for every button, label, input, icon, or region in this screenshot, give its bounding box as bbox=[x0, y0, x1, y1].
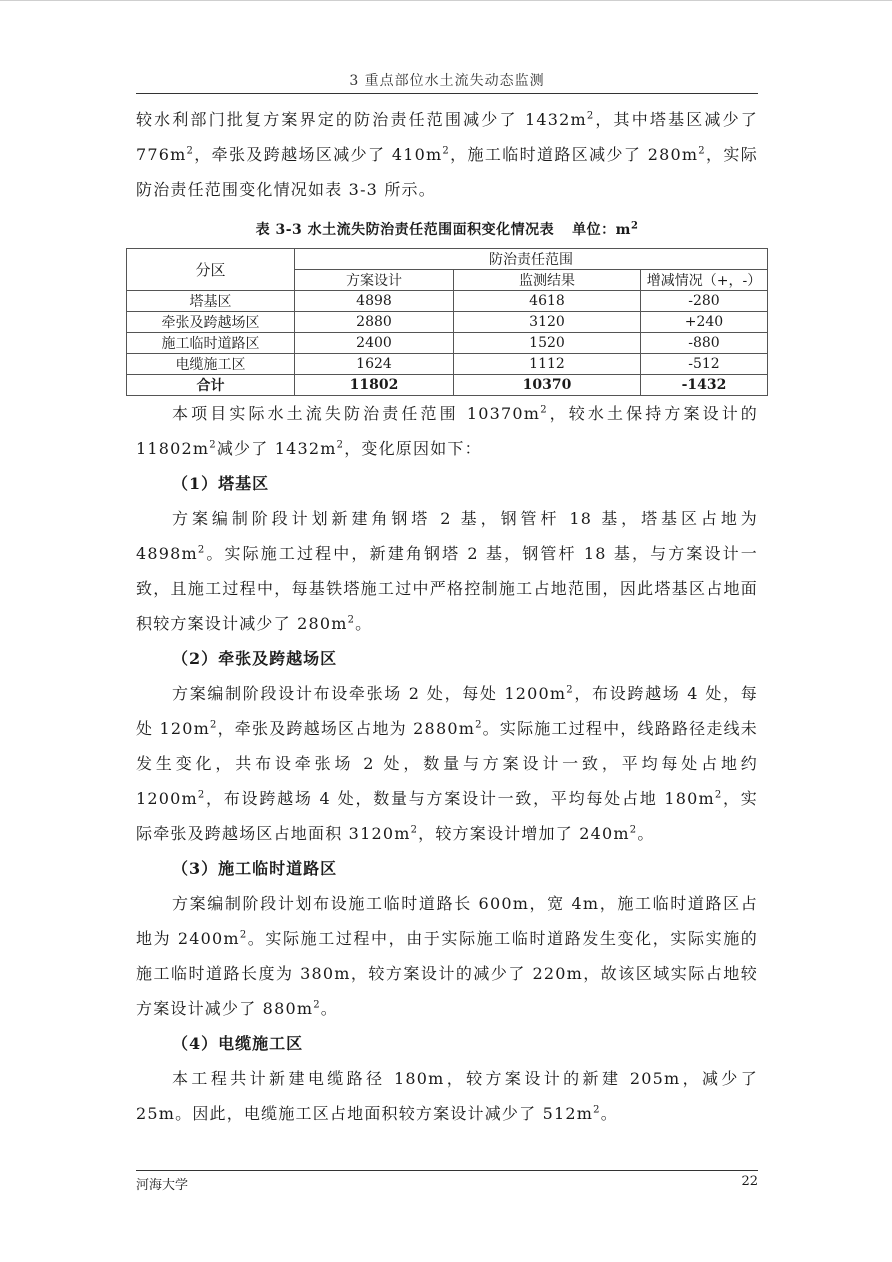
running-header: 3 重点部位水土流失动态监测 bbox=[349, 73, 545, 89]
header-rule bbox=[136, 93, 758, 94]
cell-monitor: 10370 bbox=[454, 375, 641, 396]
cell-design: 2880 bbox=[295, 312, 454, 333]
section-heading: （1）塔基区 bbox=[172, 474, 270, 493]
header-monitor: 监测结果 bbox=[454, 270, 641, 291]
intro-paragraph: 较水利部门批复方案界定的防治责任范围减少了 $1432m^2$，其中塔基区减少了 $776m^2$，牵张及跨越场区减少了 $410m^2$，施工临时道路区减少了 $280m^2$，实际防治责任范围变化情况如表 3-3 所示。 bbox=[136, 110, 758, 199]
section-paragraph: 本工程共计新建电缆路径 180m，较方案设计的新建 205m，减少了 25m。因此，电缆施工区占地面积较方案设计减少了 $512m^2$。 bbox=[136, 1069, 758, 1123]
cell-zone: 塔基区 bbox=[127, 291, 295, 312]
cell-design: 2400 bbox=[295, 333, 454, 354]
cell-zone: 牵张及跨越场区 bbox=[127, 312, 295, 333]
section-paragraph: 方案编制阶段设计布设牵张场 2 处，每处 $1200m^2$，布设跨越场 4 处，每处 $120m^2$，牵张及跨越场区占地为 $2880m^2$。实际施工过程中，线路路径走线未发生变化，共布设牵张场 2 处，数量与方案设计一致，平均每处占地约 $1200m^2$，布设跨越场 4 处，数量与方案设计一致，平均每处占地 $180m^2$，实际牵张及跨越场区占地面积 $3120m^2$，较方案设计增加了 $240m^2$。 bbox=[136, 684, 758, 843]
cell-monitor: 4618 bbox=[454, 291, 641, 312]
section-paragraph: 方案编制阶段计划布设施工临时道路长 600m，宽 4m，施工临时道路区占地为 $2400m^2$。实际施工过程中，由于实际施工临时道路发生变化，实际实施的施工临时道路长度为 380m，较方案设计的减少了 220m，故该区域实际占地较方案设计减少了 $880m^2$。 bbox=[136, 894, 758, 1018]
section-heading: （3）施工临时道路区 bbox=[172, 859, 338, 878]
cell-monitor: 3120 bbox=[454, 312, 641, 333]
cell-zone: 施工临时道路区 bbox=[127, 333, 295, 354]
cell-change: +240 bbox=[641, 312, 768, 333]
cell-change: -280 bbox=[641, 291, 768, 312]
cell-monitor: 1520 bbox=[454, 333, 641, 354]
section-paragraph: 方案编制阶段计划新建角钢塔 2 基，钢管杆 18 基，塔基区占地为 $4898m^2$。实际施工过程中，新建角钢塔 2 基，钢管杆 18 基，与方案设计一致，且施工过程中，每基铁塔施工过中严格控制施工占地范围，因此塔基区占地面积较方案设计减少了 $280m^2$。 bbox=[136, 509, 758, 633]
page-number: 22 bbox=[741, 1174, 758, 1189]
footer-rule bbox=[136, 1170, 758, 1171]
cell-change: -880 bbox=[641, 333, 768, 354]
table-row bbox=[127, 333, 768, 354]
header-group: 防治责任范围 bbox=[295, 249, 768, 270]
summary-paragraph: 本项目实际水土流失防治责任范围 $10370m^2$，较水土保持方案设计的 $11802m^2$减少了 $1432m^2$，变化原因如下： bbox=[136, 404, 759, 458]
responsibility-area-table bbox=[126, 248, 768, 396]
header-change: 增减情况（+，-） bbox=[641, 270, 768, 291]
table-row bbox=[127, 354, 768, 375]
cell-design: 11802 bbox=[295, 375, 454, 396]
table-row bbox=[127, 291, 768, 312]
page-body bbox=[136, 102, 762, 1131]
section-heading: （4）电缆施工区 bbox=[172, 1034, 304, 1053]
cell-change: -512 bbox=[641, 354, 768, 375]
cell-zone: 电缆施工区 bbox=[127, 354, 295, 375]
table-row bbox=[127, 312, 768, 333]
table-caption: 表 3-3 水土流失防治责任范围面积变化情况表 单位：$m^2$ bbox=[255, 220, 639, 238]
table-total-row bbox=[127, 375, 768, 396]
header-design: 方案设计 bbox=[295, 270, 454, 291]
cell-design: 1624 bbox=[295, 354, 454, 375]
cell-zone: 合计 bbox=[127, 375, 295, 396]
header-zone: 分区 bbox=[127, 249, 295, 291]
cell-design: 4898 bbox=[295, 291, 454, 312]
page-top-edge bbox=[0, 0, 892, 1]
cell-change: -1432 bbox=[641, 375, 768, 396]
footer-institution: 河海大学 bbox=[136, 1178, 189, 1193]
cell-monitor: 1112 bbox=[454, 354, 641, 375]
section-heading: （2）牵张及跨越场区 bbox=[172, 649, 338, 668]
